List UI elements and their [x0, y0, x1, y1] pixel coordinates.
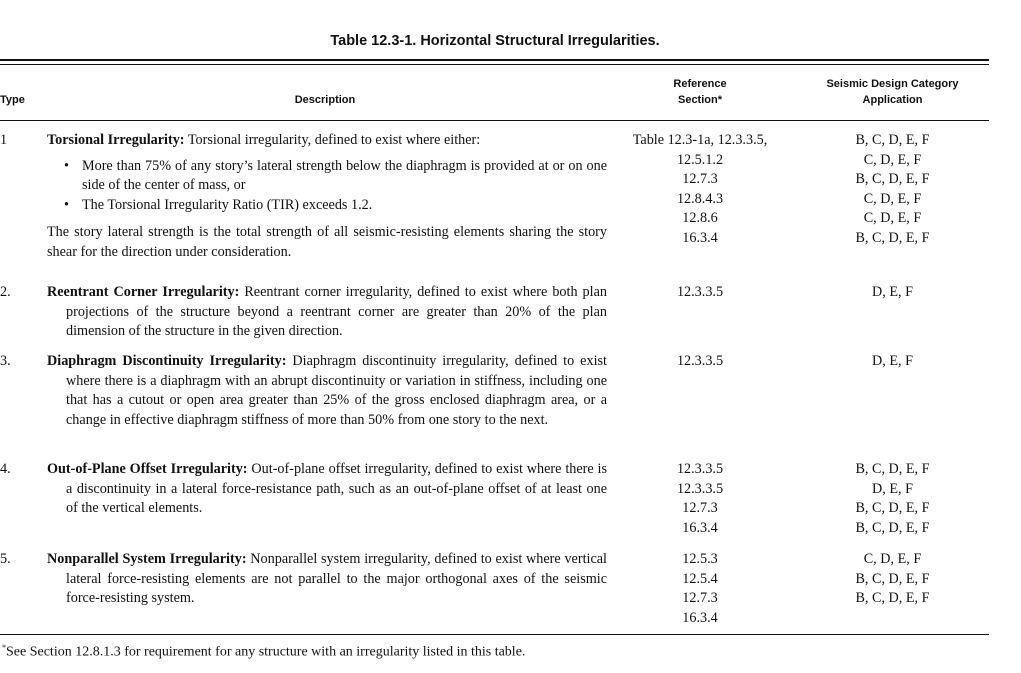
reference-cell: 12.3.3.5 — [676, 284, 724, 300]
reference-cell: 12.8.6 — [682, 210, 718, 226]
row-description — [47, 352, 607, 430]
bullet-list — [47, 157, 607, 216]
row-title: Diaphragm Discontinuity Irregularity: — [47, 353, 287, 369]
category-cell: D, E, F — [872, 353, 913, 369]
reference-cell: 12.7.3 — [682, 500, 718, 516]
footnote-mark: * — [2, 643, 6, 652]
reference-cell: 12.8.4.3 — [676, 190, 724, 207]
row-references — [615, 352, 785, 372]
row-references — [615, 460, 785, 538]
row-categories — [800, 460, 985, 538]
category-cell: C, D, E, F — [863, 551, 922, 567]
footnote — [2, 643, 525, 661]
category-cell: B, C, D, E, F — [855, 590, 930, 606]
row-description — [47, 283, 607, 342]
row-text: Diaphragm discontinuity irregularity, defined to exist where there is a diaphragm with an abrupt discontinuity or variation in stiffness, including one that has a cutout or open area greater than 25% of the gross enclosed diaphragm area, or a change in effective diaphragm stiffness of more than 50% from one story to the next. — [66, 353, 607, 428]
row-references — [615, 550, 785, 628]
header-type: Type — [0, 94, 25, 106]
row-type: 4. — [0, 461, 11, 477]
row-title: Reentrant Corner Irregularity: — [47, 284, 240, 300]
category-cell: B, C, D, E, F — [855, 500, 930, 516]
reference-cell: Table 12.3-1a, 12.3.3.5, — [632, 132, 768, 148]
category-cell: C, D, E, F — [863, 151, 922, 168]
header-category-line1: Seismic Design Category — [826, 78, 959, 90]
reference-cell: 12.7.3 — [682, 590, 718, 606]
row-references — [615, 131, 785, 248]
row-description-intro — [47, 131, 607, 151]
row-title: Nonparallel System Irregularity: — [47, 551, 247, 567]
row-text: Reentrant corner irregularity, defined to exist where both plan projections of the structure beyond a reentrant corner are greater than 20% of the plan dimension of the structure in the given direction. — [66, 284, 607, 339]
category-cell: D, E, F — [872, 284, 913, 300]
footnote-text: See Section 12.8.1.3 for requirement for any structure with an irregularity listed in this table. — [6, 644, 526, 660]
header-rule — [0, 120, 989, 121]
header-reference — [640, 76, 760, 108]
row-description — [47, 550, 607, 609]
reference-cell: 16.3.4 — [682, 229, 718, 246]
list-item: • The Torsional Irregularity Ratio (TIR) exceeds 1.2. — [47, 196, 607, 216]
row-type: 2. — [0, 284, 11, 300]
reference-cell: 12.5.4 — [682, 570, 718, 587]
row-description — [47, 460, 607, 519]
top-rule-thin — [0, 64, 989, 65]
category-cell: D, E, F — [872, 480, 913, 497]
row-categories — [800, 352, 985, 372]
row-extra-text: The story lateral strength is the total strength of all seismic-resisting elements sharing the story shear for the direction under consideration. — [47, 224, 607, 260]
reference-cell: 12.5.1.2 — [676, 151, 724, 168]
row-title: Torsional Irregularity: — [47, 132, 185, 148]
row-categories — [800, 283, 985, 303]
category-cell: B, C, D, E, F — [855, 519, 930, 536]
header-category — [795, 76, 990, 108]
header-reference-line1: Reference — [673, 78, 727, 90]
row-description-text — [47, 283, 607, 342]
reference-cell: 12.7.3 — [682, 171, 718, 187]
row-type: 3. — [0, 353, 11, 369]
category-cell: B, C, D, E, F — [855, 570, 930, 587]
row-description-text — [47, 550, 607, 609]
row-text: Out-of-plane offset irregularity, defined to exist where there is a discontinuity in a lateral force-resistance path, such as an out-of-plane offset of at least one of the vertical elements. — [66, 461, 608, 516]
reference-cell: 12.5.3 — [682, 551, 718, 567]
row-type: 1 — [0, 132, 8, 148]
table-caption: Table 12.3-1. Horizontal Structural Irregularities. — [330, 33, 660, 49]
category-cell: C, D, E, F — [863, 210, 922, 226]
top-rule — [0, 59, 989, 61]
bottom-rule — [0, 634, 989, 635]
header-description: Description — [294, 94, 356, 106]
category-cell: B, C, D, E, F — [855, 229, 930, 246]
row-type: 5. — [0, 551, 11, 567]
category-cell: C, D, E, F — [863, 190, 922, 207]
row-description-text — [47, 460, 607, 519]
reference-cell: 16.3.4 — [682, 609, 718, 626]
header-reference-line2: Section* — [677, 94, 722, 106]
reference-cell: 12.3.3.5 — [676, 461, 724, 477]
row-title: Out-of-Plane Offset Irregularity: — [47, 461, 248, 477]
reference-cell: 12.3.3.5 — [676, 353, 724, 369]
header-category-line2: Application — [862, 94, 923, 106]
row-references — [615, 283, 785, 303]
row-text: Torsional irregularity, defined to exist where either: — [184, 132, 481, 148]
row-description — [47, 131, 607, 262]
row-text: Nonparallel system irregularity, defined to exist where vertical lateral force-resisting elements are not parallel to the major orthogonal axes of the seismic force-resisting system. — [66, 551, 607, 606]
reference-cell: 12.3.3.5 — [676, 480, 724, 497]
category-cell: B, C, D, E, F — [855, 171, 930, 187]
reference-cell: 16.3.4 — [682, 519, 718, 536]
category-cell: B, C, D, E, F — [855, 461, 930, 477]
row-description-text — [47, 352, 607, 430]
list-item: • More than 75% of any story’s lateral strength below the diaphragm is provided at or on one side of the center of mass, or — [47, 157, 607, 196]
category-cell: B, C, D, E, F — [855, 132, 930, 148]
row-categories — [800, 131, 985, 248]
row-categories — [800, 550, 985, 609]
